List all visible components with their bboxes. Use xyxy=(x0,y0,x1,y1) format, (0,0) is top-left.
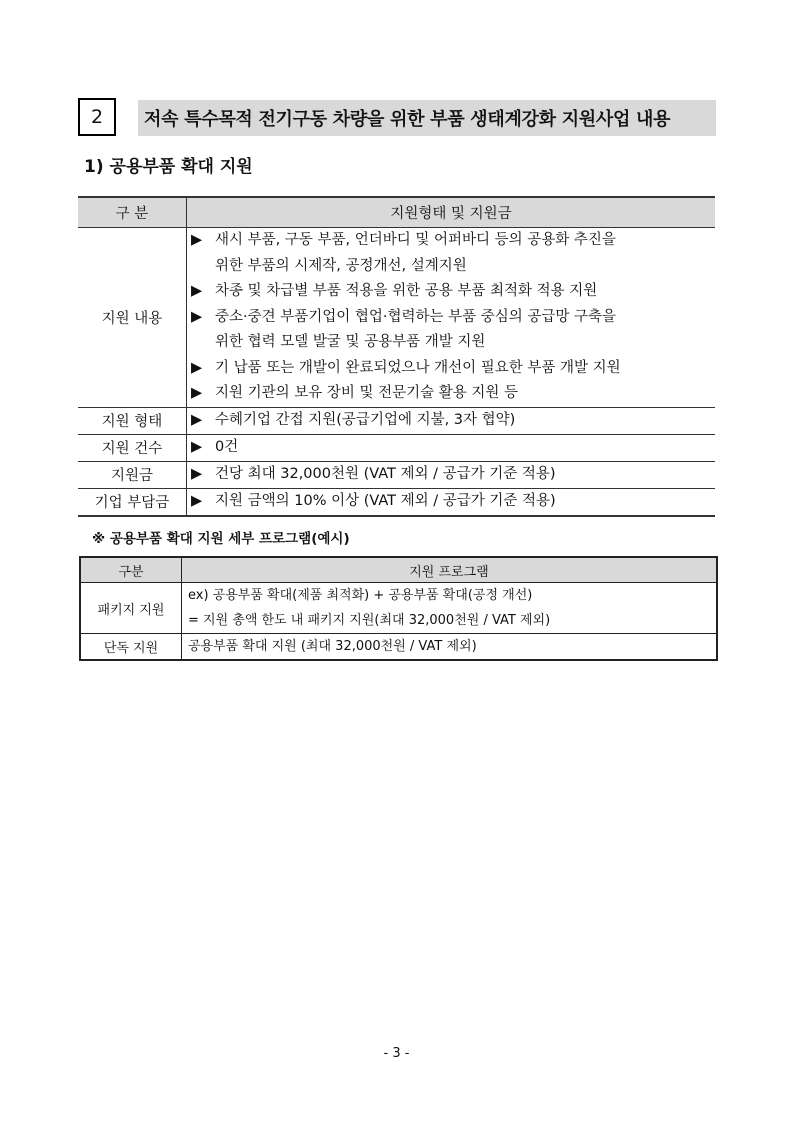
header-program: 지원 프로그램 xyxy=(182,557,718,583)
support-details-table xyxy=(78,196,715,517)
table-row xyxy=(80,583,717,634)
program-table xyxy=(79,556,718,661)
bullet-icon: ▶ xyxy=(191,492,203,509)
list-item-text: 기 납품 또는 개발이 완료되었으나 개선이 필요한 부품 개발 지원 xyxy=(215,359,621,376)
table-row xyxy=(78,228,715,408)
section-header xyxy=(78,98,716,140)
list-item-text: 중소·중견 부품기업이 협업·협력하는 부품 중심의 공급망 구축을 xyxy=(215,308,617,325)
bullet-icon: ▶ xyxy=(191,359,203,376)
section-number: 2 xyxy=(78,98,116,136)
list-item xyxy=(191,356,715,382)
header-category: 구 분 xyxy=(78,197,187,228)
list-item xyxy=(191,228,715,279)
bullet-icon: ▶ xyxy=(191,411,203,428)
bullet-icon: ▶ xyxy=(191,438,203,455)
support-count-value: 0건 xyxy=(215,438,239,455)
bullet-icon: ▶ xyxy=(191,465,203,482)
table-header-row xyxy=(78,197,715,228)
program-line: = 지원 총액 한도 내 패키지 지원(최대 32,000천원 / VAT 제외) xyxy=(188,613,551,628)
bullet-icon: ▶ xyxy=(191,308,203,325)
row-label-support-type: 지원 형태 xyxy=(78,407,187,434)
program-line: 공용부품 확대 지원 (최대 32,000천원 / VAT 제외) xyxy=(188,639,477,654)
row-label-support-content: 지원 내용 xyxy=(78,228,187,408)
list-item-text: 지원 기관의 보유 장비 및 전문기술 활용 지원 등 xyxy=(215,385,519,401)
row-label-company-share: 기업 부담금 xyxy=(78,488,187,516)
program-line: ex) 공용부품 확대(제품 최적화) + 공용부품 확대(공정 개선) xyxy=(188,588,533,603)
list-item-text: 위한 부품의 시제작, 공정개선, 설계지원 xyxy=(215,257,467,274)
list-item-text: 위한 협력 모델 발굴 및 공용부품 개발 지원 xyxy=(215,334,486,350)
table-header-row xyxy=(80,557,717,583)
support-type-value: 수혜기업 간접 지원(공급기업에 지불, 3자 협약) xyxy=(215,411,516,428)
header-category: 구분 xyxy=(80,557,182,583)
list-item-text: 차종 및 차급별 부품 적용을 위한 공용 부품 최적화 적용 지원 xyxy=(215,283,598,299)
bullet-icon: ▶ xyxy=(191,232,203,248)
list-item xyxy=(191,381,715,407)
row-label-support-amount: 지원금 xyxy=(78,461,187,488)
header-support-form: 지원형태 및 지원금 xyxy=(187,197,716,228)
table-row xyxy=(80,634,717,661)
bullet-icon: ▶ xyxy=(191,385,203,401)
list-item xyxy=(191,279,715,305)
page-number: - 3 - xyxy=(383,1046,410,1061)
row-label-support-count: 지원 건수 xyxy=(78,434,187,461)
company-share-value: 지원 금액의 10% 이상 (VAT 제외 / 공급가 기준 적용) xyxy=(215,492,556,509)
row-label-single: 단독 지원 xyxy=(80,634,182,661)
table-row xyxy=(78,407,715,434)
list-item xyxy=(191,305,715,356)
subsection-title: 1) 공용부품 확대 지원 xyxy=(84,157,253,177)
table-row xyxy=(78,434,715,461)
program-note: ※ 공용부품 확대 지원 세부 프로그램(예시) xyxy=(92,531,350,547)
row-label-package: 패키지 지원 xyxy=(80,583,182,634)
support-amount-value: 건당 최대 32,000천원 (VAT 제외 / 공급가 기준 적용) xyxy=(215,465,556,482)
table-row xyxy=(78,488,715,516)
table-row xyxy=(78,461,715,488)
support-content-list xyxy=(187,228,716,408)
section-title: 저속 특수목적 전기구동 차량을 위한 부품 생태계강화 지원사업 내용 xyxy=(138,100,716,136)
bullet-icon: ▶ xyxy=(191,283,203,299)
list-item-text: 새시 부품, 구동 부품, 언더바디 및 어퍼바디 등의 공용화 추진을 xyxy=(215,232,616,248)
